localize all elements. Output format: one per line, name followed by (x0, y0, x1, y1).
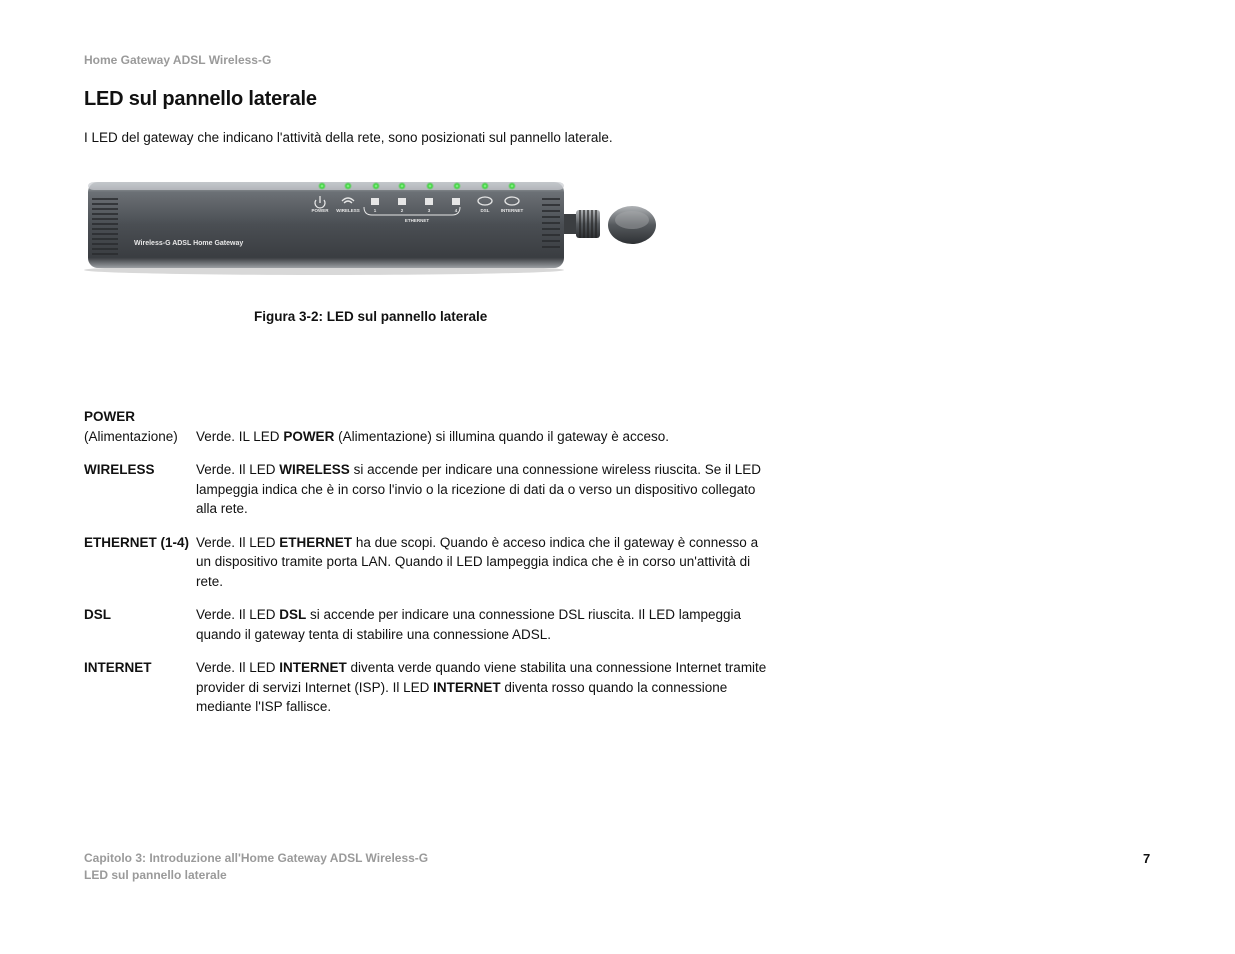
led-term (84, 605, 196, 644)
intro-paragraph: I LED del gateway che indicano l'attività della rete, sono posizionati sul pannello laterale. (84, 130, 613, 145)
led-term-name: WIRELESS (84, 462, 155, 477)
led-label-dsl: DSL (480, 208, 490, 213)
footer-section: LED sul pannello laterale (84, 868, 227, 882)
led-desc (196, 460, 774, 519)
led-row-ethernet (84, 533, 774, 592)
led-label-power: POWER (311, 208, 329, 213)
gateway-side-panel-illustration (84, 174, 664, 279)
led-desc-text: Verde. Il LED (196, 660, 280, 675)
led-desc-text: si accende per indicare una connessione wireless riuscita. Se il LED lampeggia indica che è in corso l'invio o la ricezione di dati da o verso un dispositivo collegato alla rete. (196, 462, 762, 516)
led-desc-text: Verde. Il LED (196, 607, 280, 622)
led-term-name: POWER (84, 409, 136, 424)
led-label-internet: INTERNET (500, 208, 524, 213)
page-title: LED sul pannello laterale (84, 88, 317, 110)
led-group-label: ETHERNET (404, 218, 430, 223)
footer-chapter: Capitolo 3: Introduzione all'Home Gateway ADSL Wireless-G (84, 851, 429, 865)
led-label-eth-4: 4 (454, 208, 458, 213)
device-label: Wireless-G ADSL Home Gateway (134, 240, 244, 247)
led-desc-text: diventa verde quando viene stabilita una connessione Internet tramite provider di servizi Internet (ISP). Il LED (196, 660, 767, 695)
led-desc-bold: INTERNET (279, 660, 347, 675)
document-header: Home Gateway ADSL Wireless-G (84, 53, 272, 67)
led-desc-text: Verde. Il LED (196, 534, 280, 550)
led-desc-bold: WIRELESS (279, 462, 350, 477)
led-desc-bold: DSL (279, 607, 307, 622)
led-term-sub: (Alimentazione) (84, 428, 178, 444)
led-row-power (84, 407, 774, 446)
page-number: 7 (1143, 851, 1151, 866)
led-description-list (84, 407, 774, 731)
led-desc-text: Verde. Il LED (196, 462, 280, 477)
led-term (84, 658, 196, 717)
figure-caption: Figura 3-2: LED sul pannello laterale (254, 309, 488, 324)
led-row-wireless (84, 460, 774, 519)
led-desc (196, 533, 774, 592)
led-term-name: ETHERNET (1-4) (84, 534, 190, 550)
led-term (84, 407, 196, 446)
footer (84, 850, 428, 884)
led-desc-text: diventa rosso quando la connessione mediante l'ISP fallisce. (196, 679, 728, 714)
led-desc-text: Verde. IL LED (196, 428, 284, 444)
led-desc-text: ha due scopi. Quando è acceso indica che il gateway è connesso a un dispositivo tramite porta LAN. Quando il LED lampeggia indica che è in corso un'attività di rete. (196, 534, 759, 589)
led-desc-text: si accende per indicare una connessione DSL riuscita. Il LED lampeggia quando il gateway tenta di stabilire una connessione ADSL. (196, 607, 742, 642)
led-term (84, 460, 196, 519)
led-desc (196, 605, 774, 644)
led-desc-bold: ETHERNET (279, 534, 353, 550)
led-label-wireless: WIRELESS (336, 208, 360, 213)
led-desc-bold: POWER (283, 428, 335, 444)
led-desc (196, 658, 774, 717)
led-desc-bold: INTERNET (433, 679, 501, 695)
led-desc (196, 407, 774, 446)
led-label-eth-1: 1 (373, 208, 377, 213)
led-term-name: DSL (84, 607, 111, 622)
led-row-internet (84, 658, 774, 717)
led-row-dsl (84, 605, 774, 644)
led-label-eth-3: 3 (427, 208, 431, 213)
led-term (84, 533, 196, 592)
led-desc-text: (Alimentazione) si illumina quando il gateway è acceso. (334, 428, 670, 444)
led-label-eth-2: 2 (400, 208, 404, 213)
led-term-name: INTERNET (84, 660, 152, 675)
device-image (84, 174, 664, 279)
